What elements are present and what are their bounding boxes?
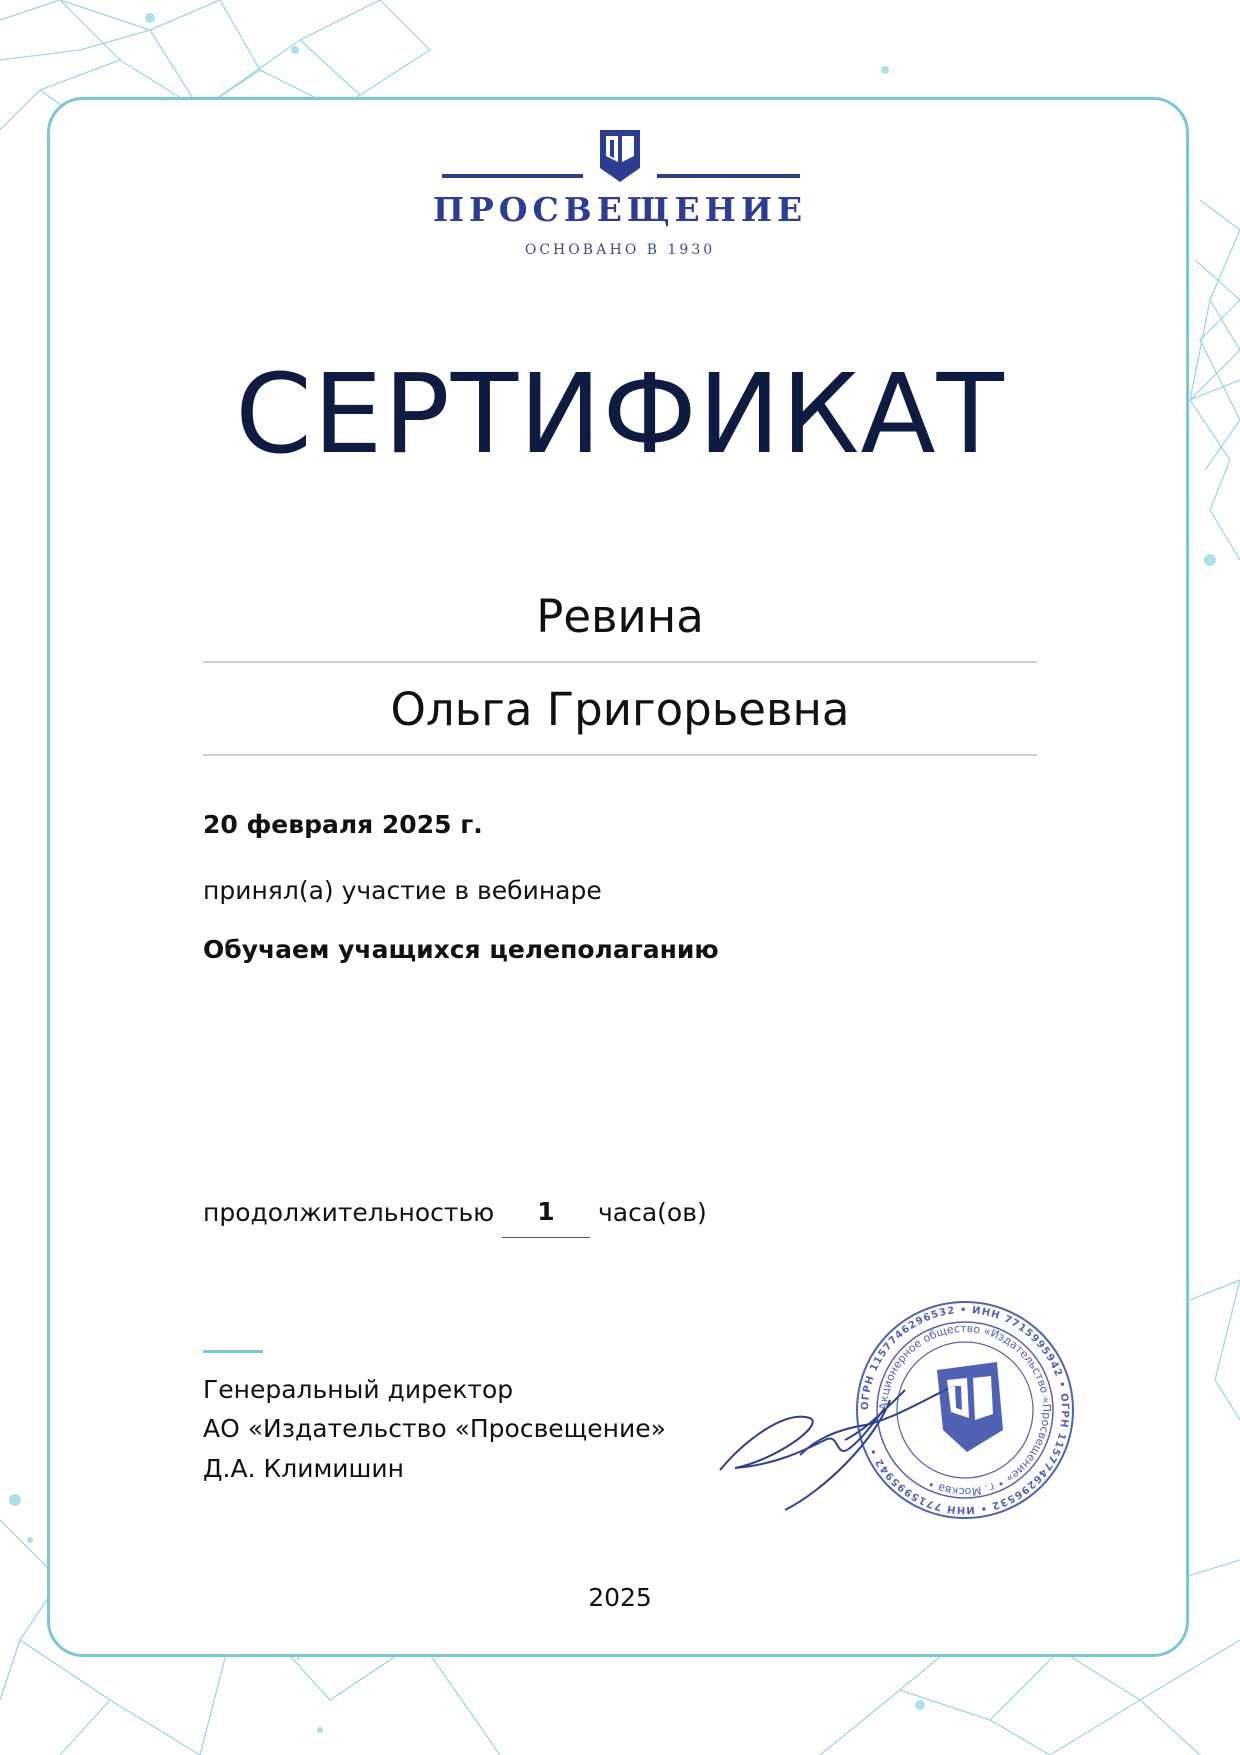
signatory-name: Д.А. Климишин [203,1454,405,1483]
footer-year: 2025 [588,1583,652,1612]
given-names-underline [203,754,1037,756]
event-date: 20 февраля 2025 г. [203,810,483,839]
signatory-organization: АО «Издательство «Просвещение» [203,1414,666,1443]
svg-text:ОГРН 1157746296532 • ИНН 77159: ОГРН 1157746296532 • ИНН 7715995942 • ОГРН 1157746296532 • ИНН 7715995942 • [859,1304,1071,1516]
webinar-title: Обучаем учащихся целеполаганию [203,935,719,964]
signature-and-stamp [715,1290,1085,1520]
brand-tagline: ОСНОВАНО В 1930 [524,242,716,258]
ip-monogram-shield-icon [600,130,640,182]
svg-text:Акционерное общество «Издатель: Акционерное общество «Издательство «Просвещение» • г. Москва • [876,1321,1054,1499]
signatory-position: Генеральный директор [203,1375,514,1404]
recipient-given-names: Ольга Григорьевна [390,683,850,736]
certificate-title: СЕРТИФИКАТ [235,350,1005,478]
recipient-surname: Ревина [536,590,704,643]
duration-hours: 1 [537,1197,555,1226]
duration-suffix: часа(ов) [598,1198,707,1227]
signatory-accent-line [203,1350,263,1353]
stamp-monogram-icon [937,1362,1003,1452]
participation-text: принял(а) участие в вебинаре [203,876,602,905]
brand-name: ПРОСВЕЩЕНИЕ [432,190,808,229]
company-stamp [857,1302,1073,1518]
duration-underline [502,1237,590,1238]
duration-prefix: продолжительностью [203,1198,495,1227]
surname-underline [203,661,1037,663]
director-signature [720,1385,955,1510]
